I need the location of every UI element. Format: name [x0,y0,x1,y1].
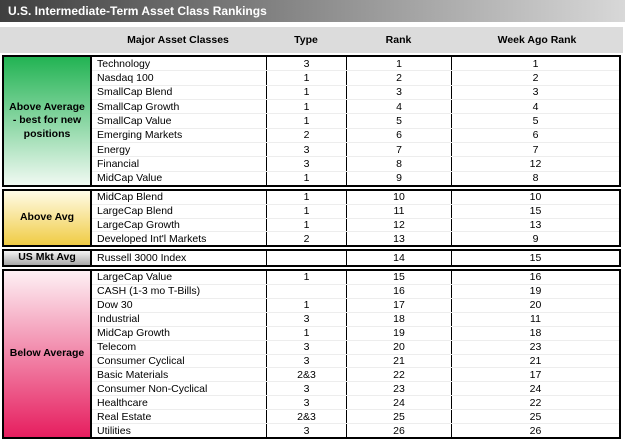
type-cell: 1 [266,114,346,127]
rank-cell: 13 [346,232,451,245]
table-row [92,143,619,157]
week-ago-cell: 17 [451,368,619,381]
table-row [92,327,619,341]
table-row [92,157,619,171]
asset-cell: Industrial [97,313,140,326]
group-label: Above Avg [2,189,92,247]
asset-group [2,249,621,267]
rank-cell: 22 [346,368,451,381]
asset-cell: Basic Materials [97,368,169,381]
asset-cell: Real Estate [97,410,152,423]
week-ago-cell: 2 [451,71,619,84]
asset-cell: LargeCap Value [97,271,173,284]
table-row [92,424,619,437]
rank-cell: 17 [346,299,451,312]
group-blocks [2,55,621,441]
week-ago-cell: 25 [451,410,619,423]
rank-cell: 6 [346,129,451,142]
week-ago-cell: 7 [451,143,619,156]
group-rows [92,249,621,267]
asset-cell: Nasdaq 100 [97,71,154,84]
asset-cell: Telecom [97,341,137,354]
title-bar [0,0,625,22]
table-row [92,285,619,299]
rank-cell: 11 [346,205,451,218]
rank-cell: 20 [346,341,451,354]
week-ago-cell: 3 [451,86,619,99]
asset-cell: Emerging Markets [97,129,183,142]
type-cell: 1 [266,191,346,204]
table-row [92,251,619,265]
asset-cell: SmallCap Blend [97,86,173,99]
asset-cell: Financial [97,157,140,170]
group-label: Below Average [2,269,92,439]
rank-cell: 26 [346,424,451,437]
asset-cell: Healthcare [97,396,148,409]
asset-group [2,55,621,187]
table-row [92,368,619,382]
rank-cell: 21 [346,355,451,368]
type-cell: 3 [266,143,346,156]
type-cell: 1 [266,219,346,232]
column-header-type: Type [294,34,318,46]
column-header-major-asset-classes: Major Asset Classes [127,34,229,46]
group-rows [92,189,621,247]
asset-cell: LargeCap Growth [97,218,180,231]
group-rows [92,55,621,187]
rank-cell: 10 [346,191,451,204]
asset-cell: MidCap Growth [97,327,170,340]
table-row [92,71,619,85]
week-ago-cell: 13 [451,219,619,232]
column-header-week-ago-rank: Week Ago Rank [497,34,577,46]
asset-cell: Consumer Cyclical [97,354,185,367]
type-cell: 2&3 [266,410,346,423]
table-row [92,341,619,355]
type-cell [266,285,346,298]
group-label: US Mkt Avg [2,249,92,267]
asset-cell: SmallCap Value [97,114,172,127]
table-row [92,129,619,143]
column-header-rank: Rank [385,34,412,46]
type-cell: 3 [266,157,346,170]
type-cell: 2 [266,232,346,245]
asset-cell: Energy [97,143,131,156]
week-ago-cell: 8 [451,172,619,185]
asset-cell: SmallCap Growth [97,100,180,113]
type-cell: 3 [266,355,346,368]
table-row [92,191,619,205]
table-row [92,86,619,100]
rank-cell: 14 [346,251,451,265]
type-cell: 1 [266,299,346,312]
rank-cell: 7 [346,143,451,156]
type-cell: 1 [266,172,346,185]
rank-cell: 3 [346,86,451,99]
week-ago-cell: 16 [451,271,619,284]
asset-group [2,189,621,247]
type-cell: 1 [266,71,346,84]
rank-cell: 5 [346,114,451,127]
asset-cell: Developed Int'l Markets [97,232,207,245]
week-ago-cell: 4 [451,100,619,113]
asset-cell: Technology [97,57,151,70]
week-ago-cell: 9 [451,232,619,245]
table-row [92,313,619,327]
asset-cell: LargeCap Blend [97,205,173,218]
table-row [92,172,619,185]
week-ago-cell: 11 [451,313,619,326]
table-header-row [0,27,623,53]
group-label: Above Average - best for new positions [2,55,92,187]
asset-cell: Dow 30 [97,299,133,312]
week-ago-cell: 22 [451,396,619,409]
asset-cell: MidCap Value [97,172,163,185]
week-ago-cell: 21 [451,355,619,368]
asset-cell: Utilities [97,424,131,437]
type-cell: 2&3 [266,368,346,381]
rank-cell: 25 [346,410,451,423]
type-cell: 3 [266,313,346,326]
rank-cell: 4 [346,100,451,113]
week-ago-cell: 15 [451,205,619,218]
week-ago-cell: 5 [451,114,619,127]
asset-cell: CASH (1-3 mo T-Bills) [97,285,201,298]
week-ago-cell: 20 [451,299,619,312]
rank-cell: 18 [346,313,451,326]
week-ago-cell: 18 [451,327,619,340]
type-cell: 1 [266,327,346,340]
table-row [92,382,619,396]
table-row [92,396,619,410]
week-ago-cell: 26 [451,424,619,437]
table-row [92,410,619,424]
rank-cell: 19 [346,327,451,340]
week-ago-cell: 10 [451,191,619,204]
table-row [92,232,619,245]
week-ago-cell: 1 [451,57,619,70]
rank-cell: 1 [346,57,451,70]
type-cell: 3 [266,424,346,437]
type-cell: 1 [266,100,346,113]
type-cell: 3 [266,396,346,409]
rank-cell: 16 [346,285,451,298]
asset-group [2,269,621,439]
table-row [92,100,619,114]
week-ago-cell: 6 [451,129,619,142]
week-ago-cell: 19 [451,285,619,298]
rank-cell: 2 [346,71,451,84]
rank-cell: 12 [346,219,451,232]
rank-cell: 15 [346,271,451,284]
rank-cell: 23 [346,382,451,395]
week-ago-cell: 12 [451,157,619,170]
week-ago-cell: 23 [451,341,619,354]
table-row [92,114,619,128]
table-row [92,355,619,369]
week-ago-cell: 15 [451,251,619,265]
table-row [92,299,619,313]
asset-cell: Consumer Non-Cyclical [97,382,208,395]
type-cell: 2 [266,129,346,142]
rank-cell: 9 [346,172,451,185]
week-ago-cell: 24 [451,382,619,395]
type-cell: 3 [266,57,346,70]
rank-cell: 24 [346,396,451,409]
type-cell [266,251,346,265]
type-cell: 1 [266,86,346,99]
group-rows [92,269,621,439]
rank-cell: 8 [346,157,451,170]
asset-cell: Russell 3000 Index [97,252,187,264]
type-cell: 1 [266,271,346,284]
type-cell: 3 [266,341,346,354]
asset-cell: MidCap Blend [97,191,163,204]
type-cell: 3 [266,382,346,395]
table-row [92,271,619,285]
table-row [92,205,619,219]
table-row [92,57,619,71]
table-row [92,219,619,233]
page-title: U.S. Intermediate-Term Asset Class Rankings [8,4,267,18]
type-cell: 1 [266,205,346,218]
